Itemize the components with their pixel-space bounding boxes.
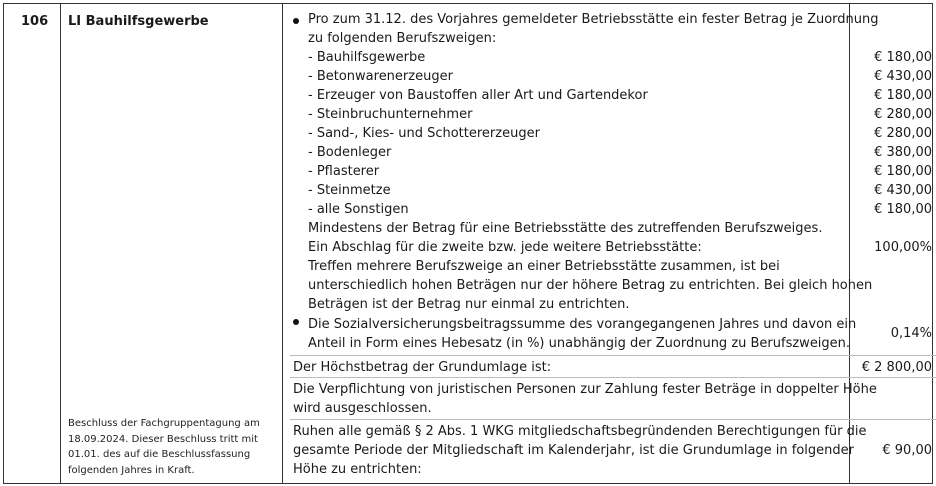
trade-item-amount: € 380,00	[874, 145, 932, 160]
trade-item-label: - Steinmetze	[308, 183, 391, 198]
contribution-rate: 0,14%	[890, 326, 932, 341]
trade-item-amount: € 180,00	[874, 88, 932, 103]
trade-item-label: - Sand-, Kies- und Schottererzeuger	[308, 126, 540, 141]
column-divider	[60, 4, 61, 483]
dormant-text: gesamte Periode der Mitgliedschaft im Kalenderjahr, ist die Grundumlage in folgender	[293, 443, 854, 458]
legal-persons-text: Die Verpflichtung von juristischen Personen zur Zahlung fester Beträge in doppelter Höhe	[293, 382, 877, 397]
trade-item-label: - Bauhilfsgewerbe	[308, 50, 426, 65]
dormant-text: Höhe zu entrichten:	[293, 462, 422, 477]
overlap-text: Beträgen ist der Betrag nur einmal zu entrichten.	[308, 297, 630, 312]
overlap-text: unterschiedlich hohen Beträgen nur der höhere Betrag zu entrichten. Bei gleich hohen	[308, 278, 873, 293]
resolution-note: Beschluss der Fachgruppentagung am 18.09.2024. Dieser Beschluss tritt mit 01.01. des auf die Beschlussfassung folgenden Jahres in Kraft.	[68, 418, 260, 476]
intro-line: Pro zum 31.12. des Vorjahres gemeldeter Betriebsstätte ein fester Betrag je Zuordnung	[308, 12, 879, 27]
trade-item-amount: € 430,00	[874, 183, 932, 198]
bullet-icon	[293, 18, 299, 24]
contribution-text: Die Sozialversicherungsbeitragssumme des vorangegangenen Jahres und davon ein	[308, 317, 857, 332]
trade-item-amount: € 280,00	[874, 126, 932, 141]
trade-item-amount: € 180,00	[874, 50, 932, 65]
legal-persons-text: wird ausgeschlossen.	[293, 401, 432, 416]
fee-table	[3, 3, 933, 484]
row-title: LI Bauhilfsgewerbe	[68, 14, 209, 29]
row-separator	[849, 355, 936, 356]
row-separator	[849, 419, 936, 420]
column-divider	[849, 4, 850, 483]
discount-label: Ein Abschlag für die zweite bzw. jede weitere Betriebsstätte:	[308, 240, 702, 255]
maximum-value: € 2 800,00	[861, 360, 932, 375]
column-divider	[282, 4, 283, 483]
trade-item-label: - Bodenleger	[308, 145, 392, 160]
dormant-text: Ruhen alle gemäß § 2 Abs. 1 WKG mitgliedschaftsbegründenden Berechtigungen für die	[293, 424, 867, 439]
trade-item-label: - Betonwarenerzeuger	[308, 69, 453, 84]
trade-item-amount: € 180,00	[874, 164, 932, 179]
trade-item-label: - Erzeuger von Baustoffen aller Art und Gartendekor	[308, 88, 648, 103]
trade-item-amount: € 430,00	[874, 69, 932, 84]
contribution-text: Anteil in Form eines Hebesatz (in %) unabhängig der Zuordnung zu Berufszweigen.	[308, 336, 851, 351]
trade-item-amount: € 280,00	[874, 107, 932, 122]
discount-value: 100,00%	[874, 240, 932, 255]
row-number: 106	[21, 14, 49, 29]
trade-item-label: - alle Sonstigen	[308, 202, 409, 217]
row-separator	[849, 377, 936, 378]
intro-line: zu folgenden Berufszweigen:	[308, 31, 497, 46]
trade-item-label: - Pflasterer	[308, 164, 380, 179]
dormant-value: € 90,00	[882, 443, 932, 458]
maximum-label: Der Höchstbetrag der Grundumlage ist:	[293, 360, 552, 375]
row-separator	[290, 419, 852, 420]
row-separator	[290, 377, 852, 378]
bullet-icon	[293, 319, 299, 325]
minimum-text: Mindestens der Betrag für eine Betriebsstätte des zutreffenden Berufszweiges.	[308, 221, 823, 236]
trade-item-amount: € 180,00	[874, 202, 932, 217]
trade-item-label: - Steinbruchunternehmer	[308, 107, 473, 122]
overlap-text: Treffen mehrere Berufszweige an einer Betriebsstätte zusammen, ist bei	[308, 259, 780, 274]
row-separator	[290, 355, 852, 356]
